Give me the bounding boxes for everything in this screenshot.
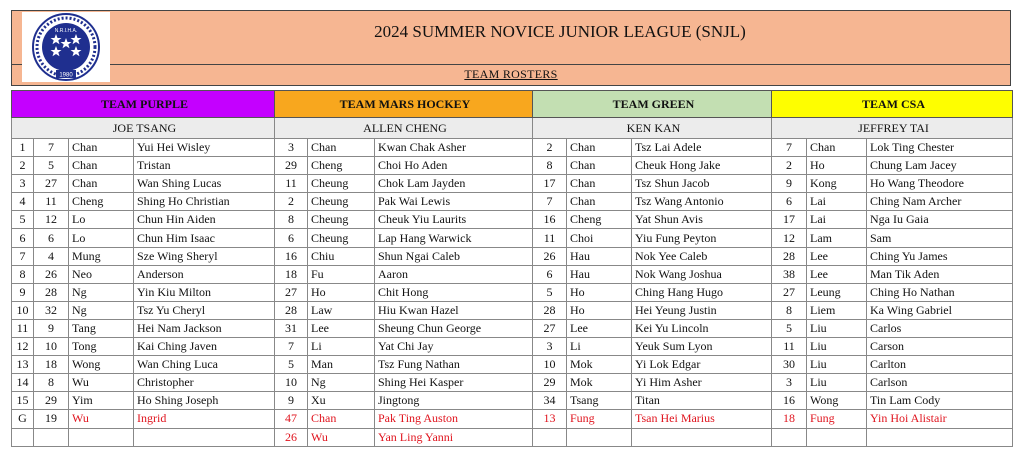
player-index: 8 bbox=[12, 265, 34, 283]
player-jersey-number: 28 bbox=[772, 247, 807, 265]
player-jersey-number: 9 bbox=[275, 392, 308, 410]
player-last-name: Lai bbox=[807, 193, 867, 211]
player-last-name: Cheung bbox=[308, 211, 375, 229]
player-last-name: Lee bbox=[807, 247, 867, 265]
player-first-name: Yi Him Asher bbox=[632, 374, 772, 392]
player-index: 7 bbox=[12, 247, 34, 265]
player-jersey-number: 17 bbox=[533, 175, 567, 193]
player-jersey-number: 6 bbox=[275, 229, 308, 247]
player-jersey-number: 27 bbox=[772, 283, 807, 301]
table-row bbox=[12, 319, 1013, 337]
player-last-name: Hau bbox=[567, 265, 632, 283]
player-last-name bbox=[69, 428, 134, 446]
table-row bbox=[12, 157, 1013, 175]
player-last-name: Mok bbox=[567, 374, 632, 392]
team-name-green: TEAM GREEN bbox=[533, 91, 772, 118]
player-first-name: Yi Lok Edgar bbox=[632, 356, 772, 374]
player-jersey-number: 26 bbox=[275, 428, 308, 446]
player-last-name: Chan bbox=[69, 139, 134, 157]
player-first-name: Yan Ling Yanni bbox=[375, 428, 533, 446]
player-last-name: Chan bbox=[308, 410, 375, 428]
player-first-name: Hiu Kwan Hazel bbox=[375, 301, 533, 319]
player-jersey-number: 28 bbox=[34, 283, 69, 301]
player-jersey-number: 8 bbox=[275, 211, 308, 229]
player-first-name: Ingrid bbox=[134, 410, 275, 428]
logo-text: N.R.I.H.A. bbox=[54, 28, 78, 34]
player-first-name: Yat Shun Avis bbox=[632, 211, 772, 229]
player-first-name: Anderson bbox=[134, 265, 275, 283]
table-row bbox=[12, 193, 1013, 211]
player-first-name: Kei Yu Lincoln bbox=[632, 319, 772, 337]
player-jersey-number: 29 bbox=[533, 374, 567, 392]
logo-year: 1980 bbox=[59, 72, 73, 79]
player-index: 2 bbox=[12, 157, 34, 175]
player-last-name: Tang bbox=[69, 319, 134, 337]
player-jersey-number: 18 bbox=[34, 356, 69, 374]
player-index: 15 bbox=[12, 392, 34, 410]
player-last-name: Lai bbox=[807, 211, 867, 229]
player-index bbox=[12, 428, 34, 446]
player-last-name: Lee bbox=[807, 265, 867, 283]
roster-table bbox=[11, 90, 1013, 447]
player-last-name: Yim bbox=[69, 392, 134, 410]
player-first-name: Christopher bbox=[134, 374, 275, 392]
player-last-name: Fu bbox=[308, 265, 375, 283]
player-jersey-number: 12 bbox=[34, 211, 69, 229]
page-title: 2024 SUMMER NOVICE JUNIOR LEAGUE (SNJL) bbox=[374, 22, 746, 41]
coach-name-mars: ALLEN CHENG bbox=[275, 118, 533, 139]
table-row bbox=[12, 374, 1013, 392]
player-index: 4 bbox=[12, 193, 34, 211]
player-jersey-number: 16 bbox=[275, 247, 308, 265]
player-jersey-number: 5 bbox=[275, 356, 308, 374]
player-first-name: Kwan Chak Asher bbox=[375, 139, 533, 157]
player-first-name: Ching Yu James bbox=[867, 247, 1013, 265]
player-index: 14 bbox=[12, 374, 34, 392]
player-jersey-number: 11 bbox=[275, 175, 308, 193]
table-row bbox=[12, 356, 1013, 374]
player-last-name bbox=[567, 428, 632, 446]
player-first-name: Nok Wang Joshua bbox=[632, 265, 772, 283]
player-first-name: Chit Hong bbox=[375, 283, 533, 301]
player-jersey-number: 27 bbox=[34, 175, 69, 193]
player-jersey-number: 8 bbox=[533, 157, 567, 175]
player-first-name: Yat Chi Jay bbox=[375, 338, 533, 356]
player-jersey-number: 7 bbox=[275, 338, 308, 356]
player-last-name: Liu bbox=[807, 374, 867, 392]
player-jersey-number: 26 bbox=[34, 265, 69, 283]
player-jersey-number: 38 bbox=[772, 265, 807, 283]
player-first-name: Ho Wang Theodore bbox=[867, 175, 1013, 193]
player-jersey-number: 19 bbox=[34, 410, 69, 428]
player-jersey-number: 10 bbox=[275, 374, 308, 392]
player-jersey-number: 4 bbox=[34, 247, 69, 265]
coach-row bbox=[12, 118, 1013, 139]
player-last-name: Li bbox=[308, 338, 375, 356]
player-jersey-number: 18 bbox=[275, 265, 308, 283]
player-last-name: Lee bbox=[308, 319, 375, 337]
player-first-name: Hei Yeung Justin bbox=[632, 301, 772, 319]
player-jersey-number: 2 bbox=[772, 157, 807, 175]
table-row bbox=[12, 338, 1013, 356]
player-last-name bbox=[807, 428, 867, 446]
table-row bbox=[12, 211, 1013, 229]
player-last-name: Lo bbox=[69, 211, 134, 229]
player-last-name: Ng bbox=[69, 283, 134, 301]
table-row bbox=[12, 229, 1013, 247]
player-first-name: Ka Wing Gabriel bbox=[867, 301, 1013, 319]
player-jersey-number: 6 bbox=[533, 265, 567, 283]
player-jersey-number: 7 bbox=[34, 139, 69, 157]
player-jersey-number: 2 bbox=[275, 193, 308, 211]
player-last-name: Ho bbox=[308, 283, 375, 301]
player-jersey-number: 47 bbox=[275, 410, 308, 428]
player-last-name: Wong bbox=[807, 392, 867, 410]
team-header-row bbox=[12, 91, 1013, 118]
player-last-name: Cheung bbox=[308, 193, 375, 211]
header-divider bbox=[11, 64, 1011, 65]
coach-name-green: KEN KAN bbox=[533, 118, 772, 139]
player-last-name: Chan bbox=[567, 139, 632, 157]
player-first-name: Chok Lam Jayden bbox=[375, 175, 533, 193]
player-first-name: Yui Hei Wisley bbox=[134, 139, 275, 157]
player-jersey-number bbox=[34, 428, 69, 446]
player-first-name: Nga Iu Gaia bbox=[867, 211, 1013, 229]
player-index: 3 bbox=[12, 175, 34, 193]
player-last-name: Hau bbox=[567, 247, 632, 265]
table-row bbox=[12, 139, 1013, 157]
table-row bbox=[12, 428, 1013, 446]
player-first-name: Man Tik Aden bbox=[867, 265, 1013, 283]
player-first-name: Pak Wai Lewis bbox=[375, 193, 533, 211]
player-first-name: Carlson bbox=[867, 374, 1013, 392]
player-first-name: Ching Ho Nathan bbox=[867, 283, 1013, 301]
player-jersey-number: 5 bbox=[533, 283, 567, 301]
player-jersey-number: 18 bbox=[772, 410, 807, 428]
table-row bbox=[12, 392, 1013, 410]
player-last-name: Ho bbox=[807, 157, 867, 175]
player-jersey-number: 11 bbox=[533, 229, 567, 247]
player-first-name: Tsz Wang Antonio bbox=[632, 193, 772, 211]
player-first-name: Ching Nam Archer bbox=[867, 193, 1013, 211]
player-last-name: Chiu bbox=[308, 247, 375, 265]
player-jersey-number: 28 bbox=[275, 301, 308, 319]
player-jersey-number: 27 bbox=[533, 319, 567, 337]
player-last-name: Man bbox=[308, 356, 375, 374]
player-last-name: Cheng bbox=[69, 193, 134, 211]
player-jersey-number: 11 bbox=[34, 193, 69, 211]
player-jersey-number: 7 bbox=[772, 139, 807, 157]
player-first-name: Titan bbox=[632, 392, 772, 410]
player-jersey-number: 3 bbox=[533, 338, 567, 356]
player-jersey-number: 3 bbox=[772, 374, 807, 392]
player-last-name: Wong bbox=[69, 356, 134, 374]
player-first-name: Tsz Shun Jacob bbox=[632, 175, 772, 193]
player-first-name: Carlton bbox=[867, 356, 1013, 374]
player-jersey-number: 2 bbox=[533, 139, 567, 157]
player-jersey-number: 17 bbox=[772, 211, 807, 229]
player-last-name: Liem bbox=[807, 301, 867, 319]
player-first-name: Lap Hang Warwick bbox=[375, 229, 533, 247]
player-first-name: Carson bbox=[867, 338, 1013, 356]
player-last-name: Wu bbox=[69, 374, 134, 392]
player-last-name: Chan bbox=[308, 139, 375, 157]
player-first-name: Tin Lam Cody bbox=[867, 392, 1013, 410]
player-jersey-number: 10 bbox=[533, 356, 567, 374]
page-subtitle: TEAM ROSTERS bbox=[464, 67, 558, 81]
player-jersey-number: 6 bbox=[34, 229, 69, 247]
player-last-name: Chan bbox=[807, 139, 867, 157]
player-last-name: Chan bbox=[567, 193, 632, 211]
player-jersey-number: 6 bbox=[772, 193, 807, 211]
player-jersey-number: 26 bbox=[533, 247, 567, 265]
player-first-name: Wan Shing Lucas bbox=[134, 175, 275, 193]
player-last-name: Ng bbox=[69, 301, 134, 319]
table-row bbox=[12, 175, 1013, 193]
table-row bbox=[12, 265, 1013, 283]
coach-name-csa: JEFFREY TAI bbox=[772, 118, 1013, 139]
player-first-name: Chung Lam Jacey bbox=[867, 157, 1013, 175]
player-first-name: Choi Ho Aden bbox=[375, 157, 533, 175]
player-jersey-number: 12 bbox=[772, 229, 807, 247]
player-index: 10 bbox=[12, 301, 34, 319]
player-jersey-number: 13 bbox=[533, 410, 567, 428]
player-last-name: Cheng bbox=[308, 157, 375, 175]
player-first-name: Sam bbox=[867, 229, 1013, 247]
player-first-name: Cheuk Hong Jake bbox=[632, 157, 772, 175]
player-jersey-number: 3 bbox=[275, 139, 308, 157]
player-first-name: Pak Ting Auston bbox=[375, 410, 533, 428]
player-jersey-number: 10 bbox=[34, 338, 69, 356]
player-first-name: Lok Ting Chester bbox=[867, 139, 1013, 157]
player-jersey-number: 29 bbox=[275, 157, 308, 175]
player-index: 6 bbox=[12, 229, 34, 247]
player-first-name: Tsan Hei Marius bbox=[632, 410, 772, 428]
player-last-name: Liu bbox=[807, 338, 867, 356]
player-first-name bbox=[632, 428, 772, 446]
player-first-name: Kai Ching Javen bbox=[134, 338, 275, 356]
player-last-name: Liu bbox=[807, 356, 867, 374]
player-last-name: Choi bbox=[567, 229, 632, 247]
player-last-name: Fung bbox=[807, 410, 867, 428]
player-jersey-number bbox=[533, 428, 567, 446]
player-last-name: Kong bbox=[807, 175, 867, 193]
team-name-csa: TEAM CSA bbox=[772, 91, 1013, 118]
player-jersey-number: 7 bbox=[533, 193, 567, 211]
player-first-name: Hei Nam Jackson bbox=[134, 319, 275, 337]
player-last-name: Chan bbox=[69, 175, 134, 193]
team-name-mars: TEAM MARS HOCKEY bbox=[275, 91, 533, 118]
player-first-name: Shun Ngai Caleb bbox=[375, 247, 533, 265]
player-index: 1 bbox=[12, 139, 34, 157]
player-first-name: Yin Kiu Milton bbox=[134, 283, 275, 301]
player-first-name: Jingtong bbox=[375, 392, 533, 410]
player-last-name: Chan bbox=[567, 175, 632, 193]
player-index: 9 bbox=[12, 283, 34, 301]
player-jersey-number: 29 bbox=[34, 392, 69, 410]
table-row bbox=[12, 283, 1013, 301]
player-jersey-number: 27 bbox=[275, 283, 308, 301]
player-jersey-number: 9 bbox=[772, 175, 807, 193]
player-jersey-number: 9 bbox=[34, 319, 69, 337]
player-first-name: Yeuk Sum Lyon bbox=[632, 338, 772, 356]
player-first-name: Chun Him Isaac bbox=[134, 229, 275, 247]
player-first-name: Sheung Chun George bbox=[375, 319, 533, 337]
player-last-name: Liu bbox=[807, 319, 867, 337]
player-last-name: Mok bbox=[567, 356, 632, 374]
player-last-name: Cheung bbox=[308, 175, 375, 193]
player-last-name: Wu bbox=[69, 410, 134, 428]
player-jersey-number: 30 bbox=[772, 356, 807, 374]
player-first-name: Ching Hang Hugo bbox=[632, 283, 772, 301]
player-last-name: Li bbox=[567, 338, 632, 356]
player-first-name: Tristan bbox=[134, 157, 275, 175]
player-first-name: Nok Yee Caleb bbox=[632, 247, 772, 265]
player-index: G bbox=[12, 410, 34, 428]
player-jersey-number: 28 bbox=[533, 301, 567, 319]
player-first-name: Carlos bbox=[867, 319, 1013, 337]
player-jersey-number: 8 bbox=[34, 374, 69, 392]
player-jersey-number: 31 bbox=[275, 319, 308, 337]
table-row bbox=[12, 247, 1013, 265]
player-last-name: Wu bbox=[308, 428, 375, 446]
player-jersey-number: 16 bbox=[533, 211, 567, 229]
player-first-name: Ho Shing Joseph bbox=[134, 392, 275, 410]
player-last-name: Fung bbox=[567, 410, 632, 428]
player-index: 5 bbox=[12, 211, 34, 229]
player-last-name: Chan bbox=[69, 157, 134, 175]
player-first-name: Shing Hei Kasper bbox=[375, 374, 533, 392]
player-last-name: Ng bbox=[308, 374, 375, 392]
player-jersey-number: 5 bbox=[34, 157, 69, 175]
player-last-name: Lee bbox=[567, 319, 632, 337]
player-jersey-number: 34 bbox=[533, 392, 567, 410]
player-first-name: Yin Hoi Alistair bbox=[867, 410, 1013, 428]
player-first-name: Aaron bbox=[375, 265, 533, 283]
player-first-name: Tsz Lai Adele bbox=[632, 139, 772, 157]
player-jersey-number bbox=[772, 428, 807, 446]
player-last-name: Chan bbox=[567, 157, 632, 175]
player-first-name: Sze Wing Sheryl bbox=[134, 247, 275, 265]
player-last-name: Ho bbox=[567, 301, 632, 319]
player-last-name: Cheng bbox=[567, 211, 632, 229]
table-row bbox=[12, 410, 1013, 428]
player-jersey-number: 32 bbox=[34, 301, 69, 319]
coach-name-purple: JOE TSANG bbox=[12, 118, 275, 139]
player-last-name: Lam bbox=[807, 229, 867, 247]
player-index: 12 bbox=[12, 338, 34, 356]
player-first-name bbox=[867, 428, 1013, 446]
player-last-name: Lo bbox=[69, 229, 134, 247]
player-last-name: Ho bbox=[567, 283, 632, 301]
player-last-name: Tsang bbox=[567, 392, 632, 410]
player-last-name: Leung bbox=[807, 283, 867, 301]
table-row bbox=[12, 301, 1013, 319]
player-last-name: Cheung bbox=[308, 229, 375, 247]
player-last-name: Mung bbox=[69, 247, 134, 265]
player-jersey-number: 11 bbox=[772, 338, 807, 356]
player-first-name: Tsz Yu Cheryl bbox=[134, 301, 275, 319]
player-index: 11 bbox=[12, 319, 34, 337]
player-last-name: Tong bbox=[69, 338, 134, 356]
player-jersey-number: 5 bbox=[772, 319, 807, 337]
player-first-name: Shing Ho Christian bbox=[134, 193, 275, 211]
player-jersey-number: 8 bbox=[772, 301, 807, 319]
player-first-name: Wan Ching Luca bbox=[134, 356, 275, 374]
player-last-name: Xu bbox=[308, 392, 375, 410]
team-name-purple: TEAM PURPLE bbox=[12, 91, 275, 118]
player-first-name: Yiu Fung Peyton bbox=[632, 229, 772, 247]
player-first-name bbox=[134, 428, 275, 446]
player-first-name: Tsz Fung Nathan bbox=[375, 356, 533, 374]
player-first-name: Cheuk Yiu Laurits bbox=[375, 211, 533, 229]
player-last-name: Law bbox=[308, 301, 375, 319]
player-first-name: Chun Hin Aiden bbox=[134, 211, 275, 229]
player-last-name: Neo bbox=[69, 265, 134, 283]
player-jersey-number: 16 bbox=[772, 392, 807, 410]
player-index: 13 bbox=[12, 356, 34, 374]
